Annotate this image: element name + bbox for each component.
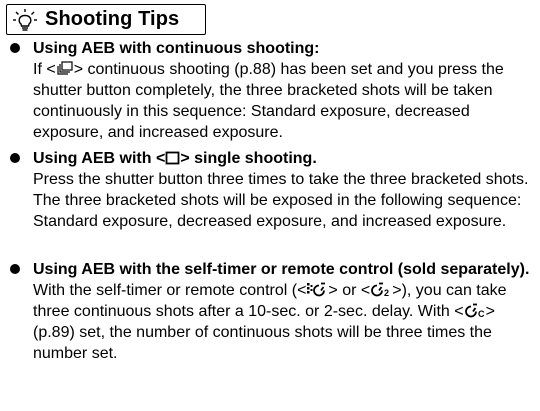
tip-heading: Using AEB with the self-timer or remote control (sold separately). (33, 261, 530, 278)
lightbulb-icon (11, 7, 39, 33)
self-timer-10s-icon (306, 282, 328, 297)
tip-body-text: > (p.89) set, the number of continuous shots will be three times the number set. (33, 303, 495, 362)
self-timer-2s-label: 2 (384, 288, 390, 297)
tip-heading-text: Using AEB with < (33, 150, 166, 167)
tip-aeb-single (10, 148, 535, 232)
bullet-icon (10, 264, 20, 274)
page-title: Shooting Tips (45, 8, 180, 30)
tip-body (33, 59, 535, 143)
tip-aeb-continuous (10, 38, 535, 143)
continuous-shooting-icon (56, 61, 74, 76)
bullet-icon (10, 153, 20, 163)
tip-heading (33, 148, 535, 169)
tip-aeb-self-timer (10, 259, 535, 364)
shooting-tips-header (6, 4, 206, 35)
tip-body-text: > continuous shooting (p.88) has been set and you press the shutter button completely, the three bracketed shots will be taken continuously in this sequence: Standard exposure, decreased exposure, and increased exposure. (33, 61, 504, 141)
self-timer-continuous-label: C (477, 309, 485, 318)
tip-body-text: >), you can take three continuous shots after a 10-sec. or 2-sec. delay. With < (33, 282, 507, 320)
tip-body (33, 280, 535, 364)
tip-body-text: > or < (328, 282, 371, 299)
self-timer-2s-icon (370, 282, 392, 297)
self-timer-continuous-icon (464, 303, 486, 318)
single-shooting-icon (165, 151, 180, 165)
tip-heading-text: > single shooting. (180, 150, 317, 167)
bullet-icon (10, 43, 20, 53)
tip-body-text: With the self-timer or remote control (< (33, 282, 307, 299)
tip-body-text: If < (33, 61, 56, 78)
tip-body: Press the shutter button three times to take the three bracketed shots. The three bracketed shots will be exposed in the following sequence: Standard exposure, decreased exposure, and increased exposure. (33, 171, 529, 230)
tip-heading: Using AEB with continuous shooting: (33, 40, 320, 57)
